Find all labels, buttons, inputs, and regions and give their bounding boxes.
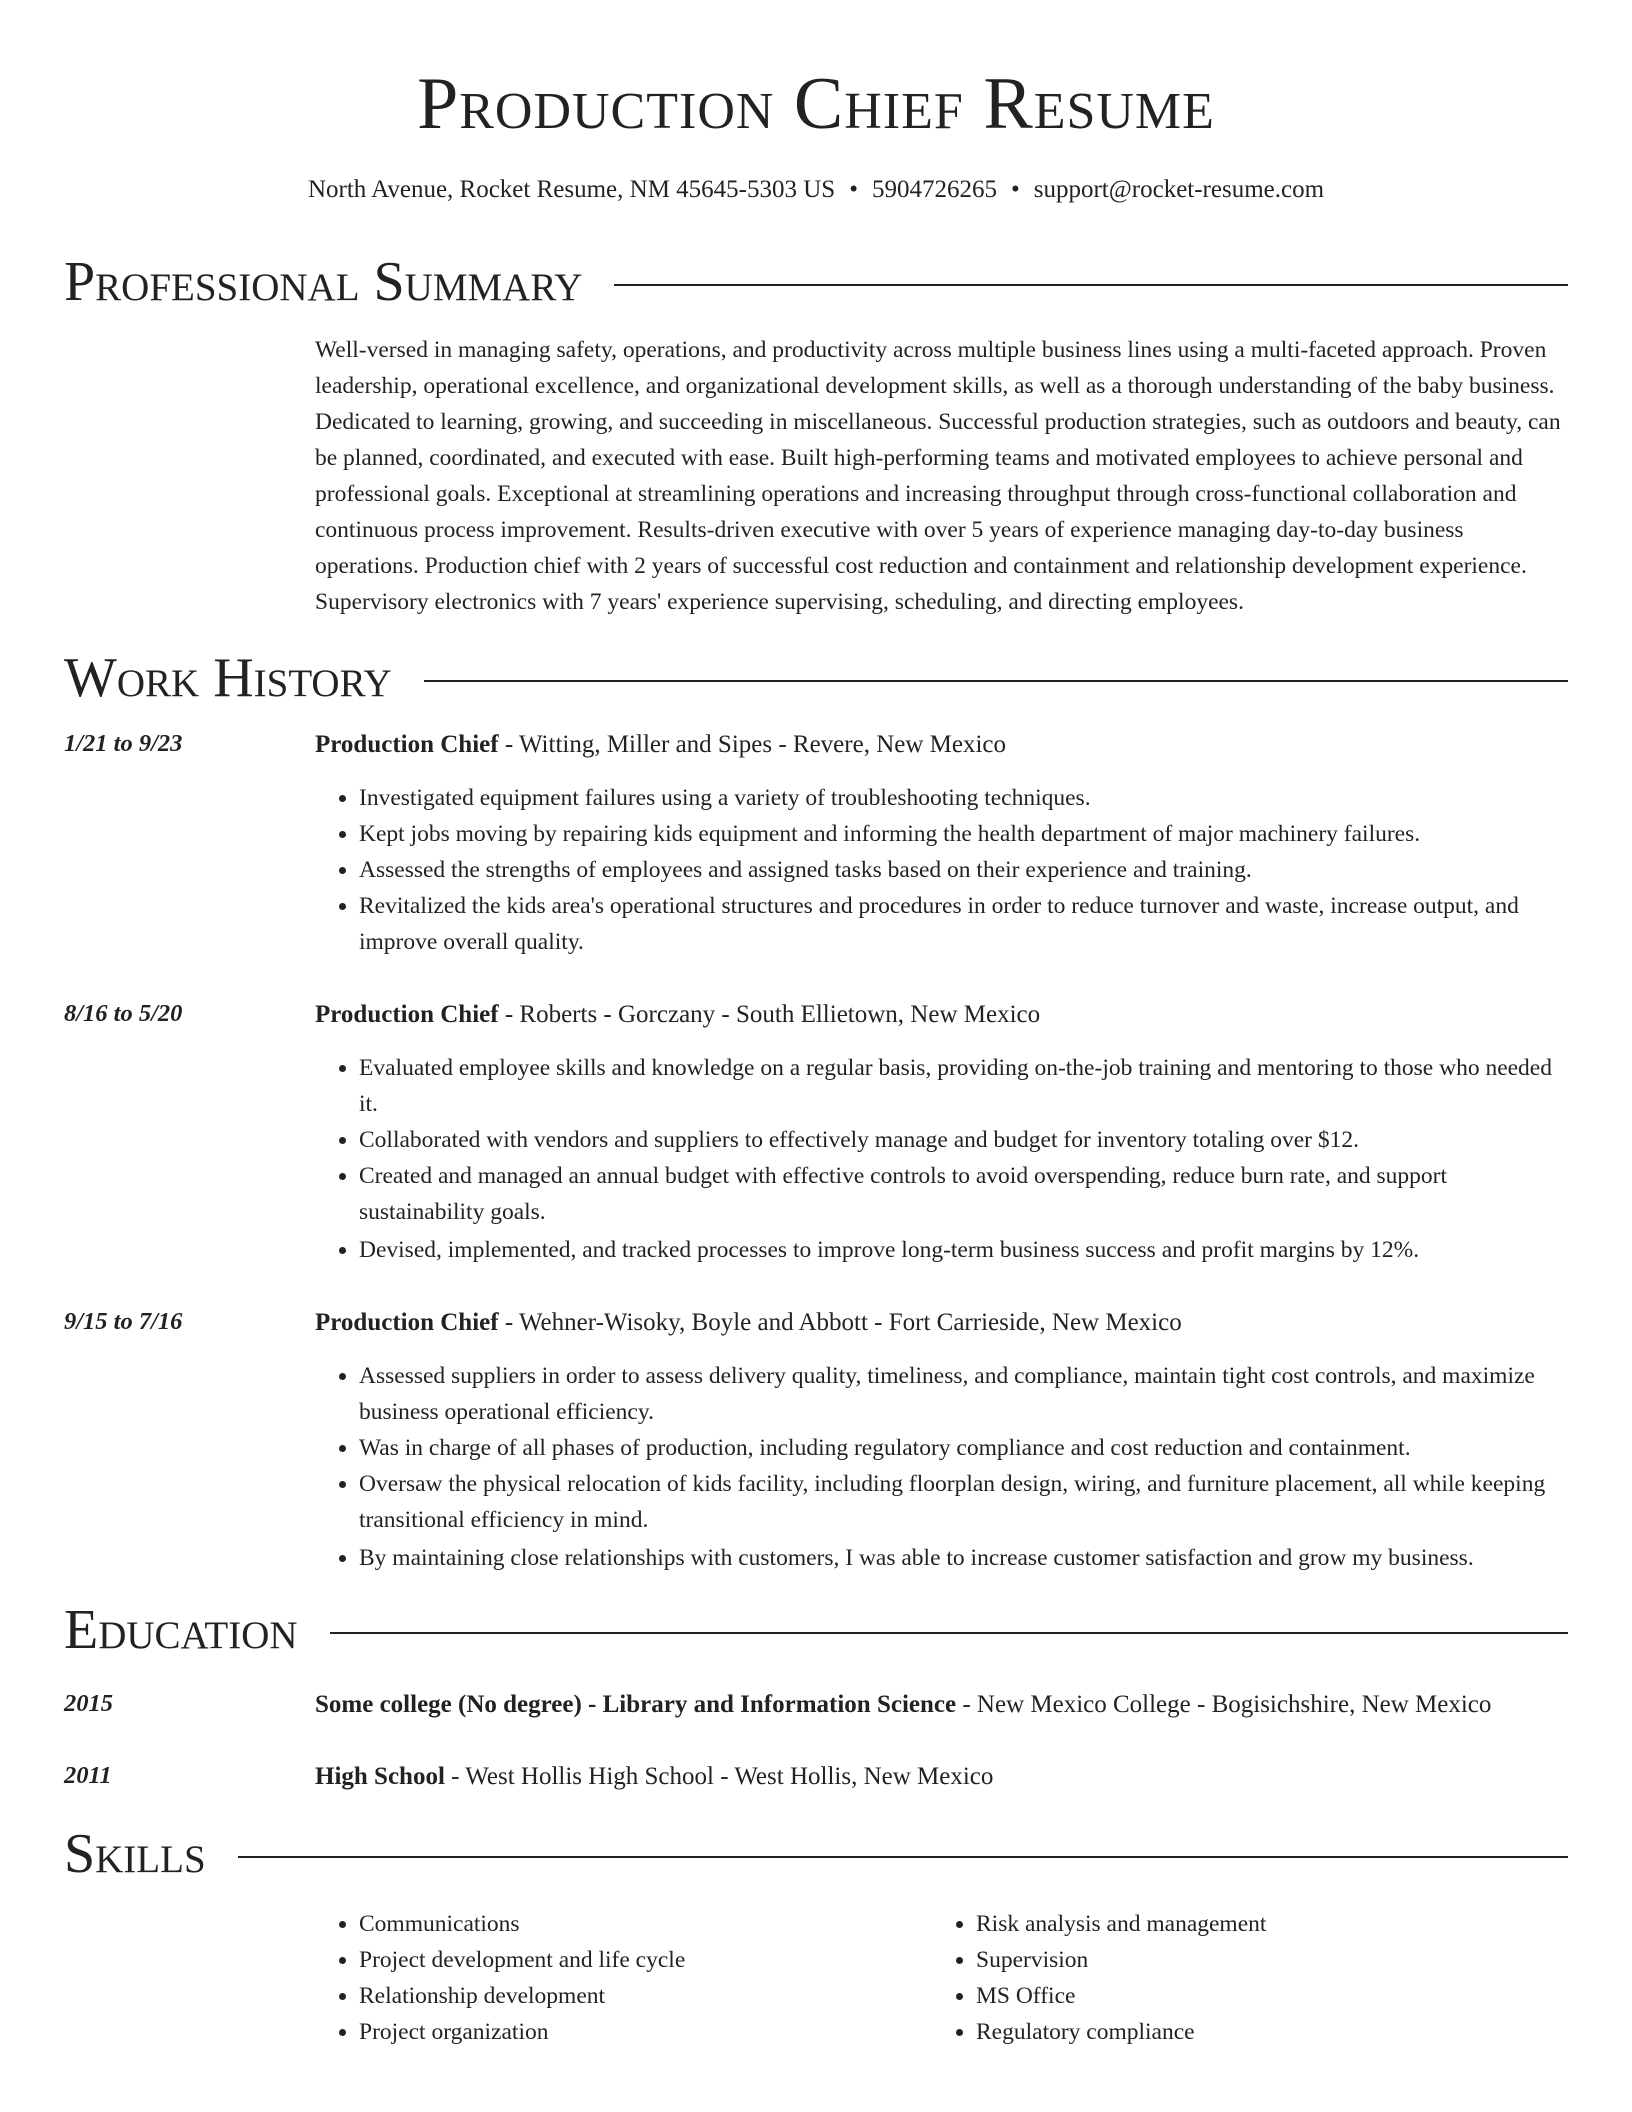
job-bullet: • Assessed suppliers in order to assess delivery quality, timeliness, and compliance, maintain tight cost controls, and maximize business operational efficiency.	[359, 1358, 1568, 1430]
summary-text: Well-versed in managing safety, operations, and productivity across multiple business lines using a multi-faceted approach. Proven leadership, operational excellence, and organizational development skills, as well as a thorough understanding of the baby business. Dedicated to learning, growing, and succeeding in miscellaneous. Successful production strategies, such as outdoors and beauty, can be planned, coordinated, and executed with ease. Built high-performing teams and motivated employees to achieve personal and professional goals. Exceptional at streamlining operations and increasing throughput through cross-functional collaboration and continuous process improvement. Results-driven executive with over 5 years of experience managing day-to-day business operations. Production chief with 2 years of successful cost reduction and containment and relationship development experience. Supervisory electronics with 7 years' experience supervising, scheduling, and directing employees.	[315, 337, 1561, 615]
education-degree: Some college (No degree) - Library and Information Science	[315, 1691, 957, 1718]
job-bullet: • By maintaining close relationships with customers, I was able to increase customer satisfaction and grow my business.	[359, 1540, 1568, 1576]
job-title-line	[315, 1304, 1568, 1342]
job-entry	[64, 726, 1568, 960]
skill-item: • MS Office	[976, 1978, 1549, 2014]
work-section-header	[64, 646, 1568, 710]
contact-separator: •	[849, 176, 858, 203]
summary-heading: Professional Summary	[64, 251, 583, 313]
skill-item: • Communications	[359, 1906, 932, 1942]
job-title: Production Chief	[315, 1001, 499, 1028]
job-title: Production Chief	[315, 1309, 499, 1336]
skill-item: • Risk analysis and management	[976, 1906, 1549, 1942]
education-details: - New Mexico College - Bogisichshire, New Mexico	[956, 1691, 1492, 1718]
job-bullet: • Kept jobs moving by repairing kids equipment and informing the health department of major machinery failures.	[359, 816, 1568, 852]
education-section-header	[64, 1598, 1568, 1662]
address: North Avenue, Rocket Resume, NM 45645-5303 US	[307, 176, 836, 203]
skill-item: • Project organization	[359, 2014, 932, 2050]
job-bullet: • Investigated equipment failures using a variety of troubleshooting techniques.	[359, 780, 1568, 816]
job-title-line	[315, 996, 1568, 1034]
education-details: - West Hollis High School - West Hollis, New Mexico	[444, 1763, 994, 1790]
job-entry	[64, 996, 1568, 1268]
education-entry	[64, 1758, 1568, 1796]
education-year: 2011	[64, 1762, 112, 1789]
section-divider	[238, 1856, 1568, 1858]
skill-item: • Regulatory compliance	[976, 2014, 1549, 2050]
skill-item: • Relationship development	[359, 1978, 932, 2014]
job-title: Production Chief	[315, 731, 499, 758]
job-bullet: • Assessed the strengths of employees and assigned tasks based on their experience and training.	[359, 852, 1568, 888]
education-line	[315, 1758, 1568, 1796]
education-degree: High School	[315, 1763, 445, 1790]
job-bullet: • Evaluated employee skills and knowledge on a regular basis, providing on-the-job training and mentoring to those who needed it.	[359, 1050, 1568, 1122]
job-bullet: • Collaborated with vendors and suppliers to effectively manage and budget for inventory totaling over $12.	[359, 1122, 1568, 1158]
job-title-line	[315, 726, 1568, 764]
skills-heading: Skills	[64, 1823, 206, 1885]
job-dates: 8/16 to 5/20	[64, 1000, 183, 1027]
skills-section-header	[64, 1822, 1568, 1886]
job-bullets	[315, 780, 1568, 960]
section-divider	[614, 284, 1568, 286]
section-divider	[330, 1632, 1568, 1634]
job-entry	[64, 1304, 1568, 1576]
education-heading: Education	[64, 1599, 298, 1661]
phone: 5904726265	[871, 176, 997, 203]
work-heading: Work History	[64, 647, 392, 709]
skills-column-right	[932, 1906, 1549, 2050]
skill-item: • Project development and life cycle	[359, 1942, 932, 1978]
education-year: 2015	[64, 1690, 113, 1717]
summary-section-header	[64, 250, 1568, 314]
job-dates: 9/15 to 7/16	[64, 1308, 183, 1335]
section-divider	[424, 680, 1568, 682]
email: support@rocket-resume.com	[1033, 176, 1325, 203]
job-dates: 1/21 to 9/23	[64, 730, 183, 757]
contact-separator: •	[1010, 176, 1020, 203]
resume-title: Production Chief Resume	[417, 63, 1215, 145]
education-line	[315, 1686, 1568, 1724]
resume-page	[64, 0, 1568, 2050]
job-bullets	[315, 1050, 1568, 1268]
skills-column-left	[315, 1906, 932, 2050]
skills-list	[315, 1906, 1568, 2050]
job-details: - Roberts - Gorczany - South Ellietown, New Mexico	[498, 1001, 1041, 1028]
skill-item: • Supervision	[976, 1942, 1549, 1978]
education-entry	[64, 1686, 1568, 1724]
job-details: - Wehner-Wisoky, Boyle and Abbott - Fort Carrieside, New Mexico	[498, 1309, 1182, 1336]
job-bullet: • Was in charge of all phases of production, including regulatory compliance and cost reduction and containment.	[359, 1430, 1568, 1466]
job-bullet: • Oversaw the physical relocation of kids facility, including floorplan design, wiring, and furniture placement, all while keeping transitional efficiency in mind.	[359, 1466, 1568, 1538]
job-bullet: • Revitalized the kids area's operational structures and procedures in order to reduce turnover and waste, increase output, and improve overall quality.	[359, 888, 1568, 960]
job-bullet: • Devised, implemented, and tracked processes to improve long-term business success and profit margins by 12%.	[359, 1232, 1568, 1268]
contact-line	[64, 174, 1568, 206]
job-bullet: • Created and managed an annual budget with effective controls to avoid overspending, reduce burn rate, and support sustainability goals.	[359, 1158, 1568, 1230]
job-details: - Witting, Miller and Sipes - Revere, New Mexico	[498, 731, 1007, 758]
job-bullets	[315, 1358, 1568, 1576]
